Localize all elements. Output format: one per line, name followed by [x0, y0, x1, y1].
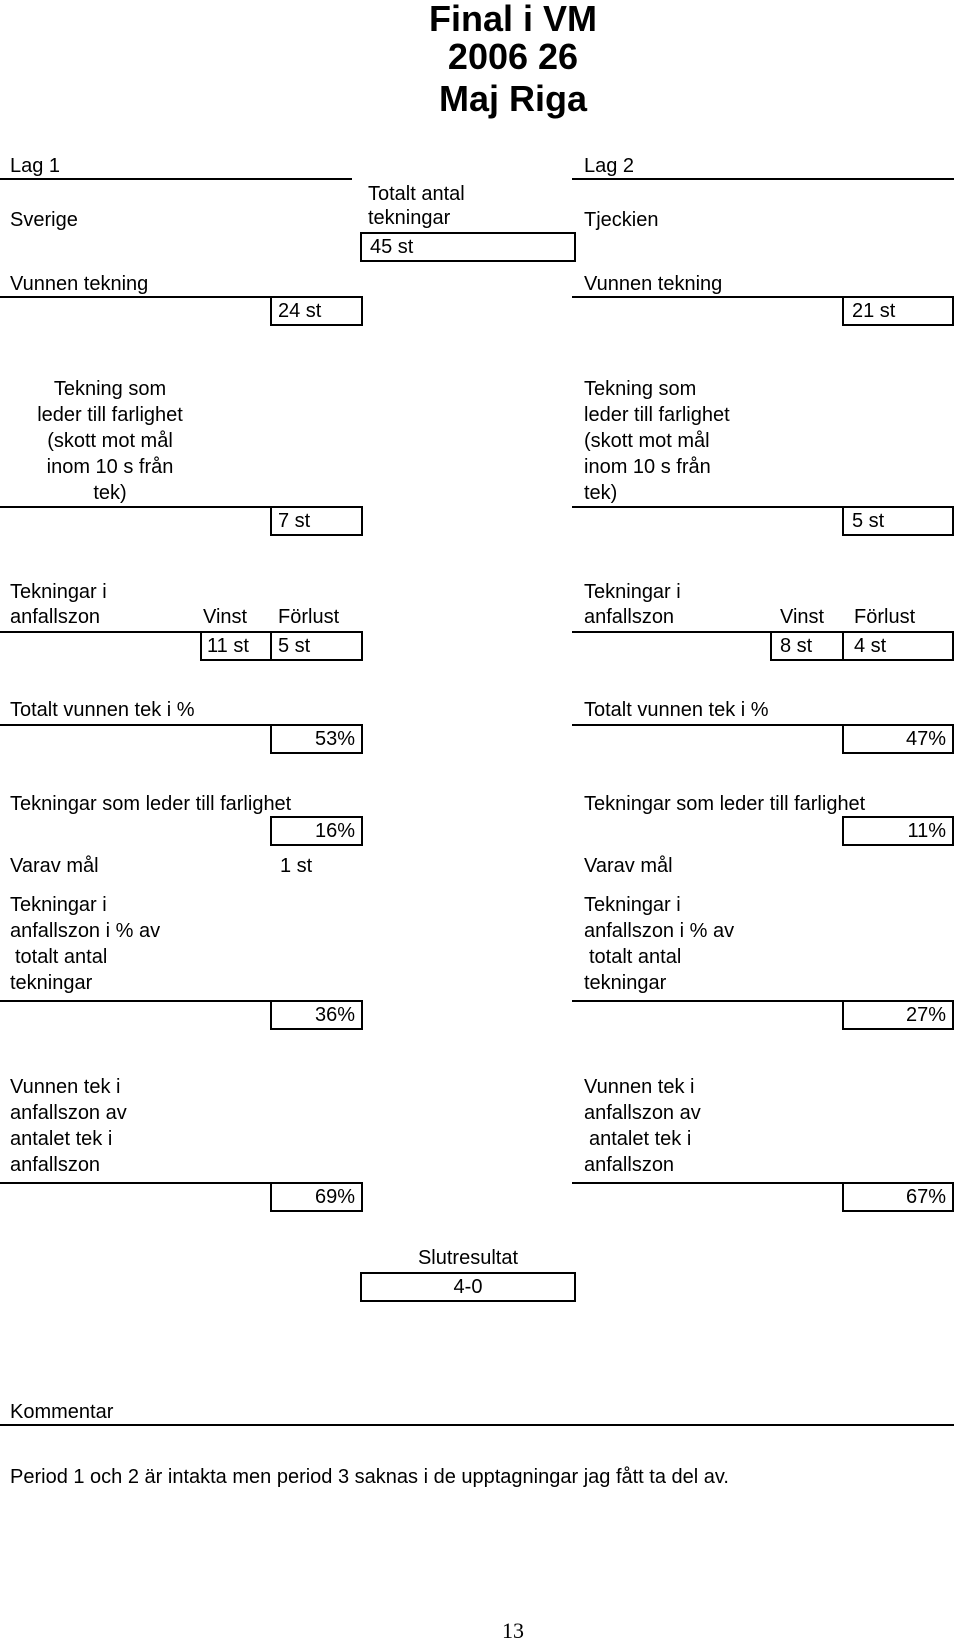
- team2-attack-share-line: totalt antal: [589, 946, 682, 968]
- team2-attack-won-rule: [572, 1182, 842, 1184]
- team2-attack-loss-value: 4 st: [854, 635, 887, 657]
- team2-attack-won-value: 67%: [905, 1186, 946, 1208]
- team2-danger-pct-label: Tekningar som leder till farlighet: [584, 793, 866, 815]
- team1-attack-won-label: [10, 1074, 127, 1178]
- team2-danger-value: 5 st: [852, 510, 885, 532]
- team2-danger-label-line: leder till farlighet: [584, 404, 730, 426]
- team2-attack-share-label: [584, 892, 734, 996]
- team1-win-label: Vinst: [203, 606, 248, 628]
- team1-total-pct-label: Totalt vunnen tek i %: [10, 699, 195, 721]
- page-title-line-3: Maj Riga: [438, 78, 588, 119]
- team1-name: Sverige: [10, 209, 78, 231]
- team1-attack-won-line: antalet tek i: [10, 1128, 113, 1150]
- team2-danger-label-line: inom 10 s från: [584, 456, 711, 478]
- team1-attack-share-rule: [0, 1000, 270, 1002]
- team2-won-box: [842, 296, 954, 326]
- team2-danger-label-line: tek): [584, 482, 618, 504]
- team2-total-pct-box: [842, 724, 954, 754]
- team1-attack-win-value: 11 st: [207, 635, 249, 657]
- team2-danger-box: [842, 506, 954, 536]
- team1-total-pct-value: 53%: [314, 728, 355, 750]
- team2-attack-share-line: tekningar: [584, 972, 667, 994]
- team2-attack-won-line: anfallszon: [584, 1154, 675, 1176]
- team1-danger-label-line: (skott mot mål: [47, 430, 173, 452]
- team1-attack-share-box: [270, 1000, 363, 1030]
- team1-won-label: Vunnen tekning: [10, 273, 149, 295]
- team2-attack-won-line: anfallszon av: [584, 1102, 701, 1124]
- team2-attack-loss-box: [842, 631, 954, 661]
- team1-total-pct-box: [270, 724, 363, 754]
- team1-attack-rule: [0, 631, 200, 633]
- team1-attack-won-value: 69%: [314, 1186, 355, 1208]
- comment-text: Period 1 och 2 är intakta men period 3 saknas i de upptagningar jag fått ta del av.: [10, 1466, 729, 1488]
- team2-total-pct-value: 47%: [905, 728, 946, 750]
- team1-attack-won-line: anfallszon: [10, 1154, 101, 1176]
- team2-danger-pct-box: [842, 816, 954, 846]
- team1-danger-label-line: leder till farlighet: [37, 404, 183, 426]
- team1-attack-share-line: tekningar: [10, 972, 93, 994]
- team1-danger-pct-label: Tekningar som leder till farlighet: [10, 793, 292, 815]
- team1-danger-label: [10, 376, 210, 506]
- team2-attack-won-box: [842, 1182, 954, 1212]
- team2-attack-share-rule: [572, 1000, 842, 1002]
- team2-loss-label: Förlust: [854, 606, 916, 628]
- team2-attack-won-line: antalet tek i: [589, 1128, 692, 1150]
- team1-attack-won-line: Vunnen tek i: [10, 1076, 121, 1098]
- team2-danger-label-line: Tekning som: [584, 378, 697, 400]
- team1-danger-rule: [0, 506, 270, 508]
- team2-attack-share-line: Tekningar i: [584, 894, 681, 916]
- team2-danger-label-line: (skott mot mål: [584, 430, 710, 452]
- final-result-label: Slutresultat: [417, 1247, 519, 1269]
- team1-attack-loss-box: [270, 631, 363, 661]
- team1-attack-share-line: Tekningar i: [10, 894, 107, 916]
- team2-attack-rule: [572, 631, 770, 633]
- total-faceoffs-box: [360, 232, 576, 262]
- team1-loss-label: Förlust: [278, 606, 340, 628]
- total-faceoffs-label-2: tekningar: [368, 207, 451, 229]
- team2-attack-label-2: anfallszon: [584, 606, 675, 628]
- team1-attack-share-line: anfallszon i % av: [10, 920, 161, 942]
- team1-danger-label-line: Tekning som: [53, 378, 167, 400]
- team1-won-value: 24 st: [278, 300, 322, 322]
- team2-attack-label-1: Tekningar i: [584, 581, 681, 603]
- team2-total-pct-label: Totalt vunnen tek i %: [584, 699, 769, 721]
- team2-won-label: Vunnen tekning: [584, 273, 723, 295]
- team1-danger-box: [270, 506, 363, 536]
- team1-header-rule: [0, 178, 352, 180]
- team1-danger-value: 7 st: [278, 510, 311, 532]
- comment-label: Kommentar: [10, 1401, 114, 1423]
- team2-name: Tjeckien: [584, 209, 659, 231]
- team1-attack-share-label: [10, 892, 160, 996]
- team1-attack-label-1: Tekningar i: [10, 581, 107, 603]
- team1-goals-value: 1 st: [280, 855, 313, 877]
- team2-header: Lag 2: [584, 155, 635, 177]
- team2-total-pct-rule: [572, 724, 842, 726]
- team2-goals-label: Varav mål: [584, 855, 673, 877]
- team1-attack-won-box: [270, 1182, 363, 1212]
- team1-total-pct-rule: [0, 724, 270, 726]
- team2-danger-label: [584, 376, 730, 506]
- team2-danger-rule: [572, 506, 842, 508]
- team1-attack-won-line: anfallszon av: [10, 1102, 127, 1124]
- team2-attack-share-box: [842, 1000, 954, 1030]
- team2-attack-win-value: 8 st: [780, 635, 813, 657]
- page-title-line-1: Final i VM: [428, 0, 597, 39]
- team2-attack-won-label: [584, 1074, 701, 1178]
- team2-win-label: Vinst: [780, 606, 825, 628]
- team1-attack-label-2: anfallszon: [10, 606, 101, 628]
- team2-attack-share-line: anfallszon i % av: [584, 920, 735, 942]
- team2-header-rule: [572, 178, 954, 180]
- final-result-box: [360, 1272, 576, 1302]
- team1-danger-label-line: tek): [93, 482, 127, 504]
- comment-rule: [0, 1424, 954, 1426]
- total-faceoffs-label-1: Totalt antal: [368, 183, 465, 205]
- team1-attack-won-rule: [0, 1182, 270, 1184]
- total-faceoffs-value: 45 st: [370, 236, 414, 258]
- team2-danger-pct-value: 11%: [907, 820, 946, 842]
- team1-won-box: [270, 296, 363, 326]
- team2-attack-share-value: 27%: [905, 1004, 946, 1026]
- team2-won-rule: [572, 296, 842, 298]
- team1-header: Lag 1: [10, 155, 61, 177]
- team1-danger-pct-value: 16%: [314, 820, 355, 842]
- team1-attack-loss-value: 5 st: [278, 635, 311, 657]
- team2-attack-won-line: Vunnen tek i: [584, 1076, 695, 1098]
- team1-attack-win-box: [200, 631, 270, 661]
- team1-danger-label-line: inom 10 s från: [46, 456, 174, 478]
- team1-danger-pct-box: [270, 816, 363, 846]
- final-result-value: 4-0: [453, 1276, 483, 1298]
- team1-attack-share-line: totalt antal: [15, 946, 108, 968]
- team2-won-value: 21 st: [852, 300, 896, 322]
- team1-attack-share-value: 36%: [314, 1004, 355, 1026]
- page-number: 13: [502, 1618, 524, 1643]
- team1-goals-label: Varav mål: [10, 855, 99, 877]
- team2-attack-win-box: [770, 631, 842, 661]
- team1-won-rule: [0, 296, 270, 298]
- page-title-line-2: 2006 26: [447, 36, 579, 77]
